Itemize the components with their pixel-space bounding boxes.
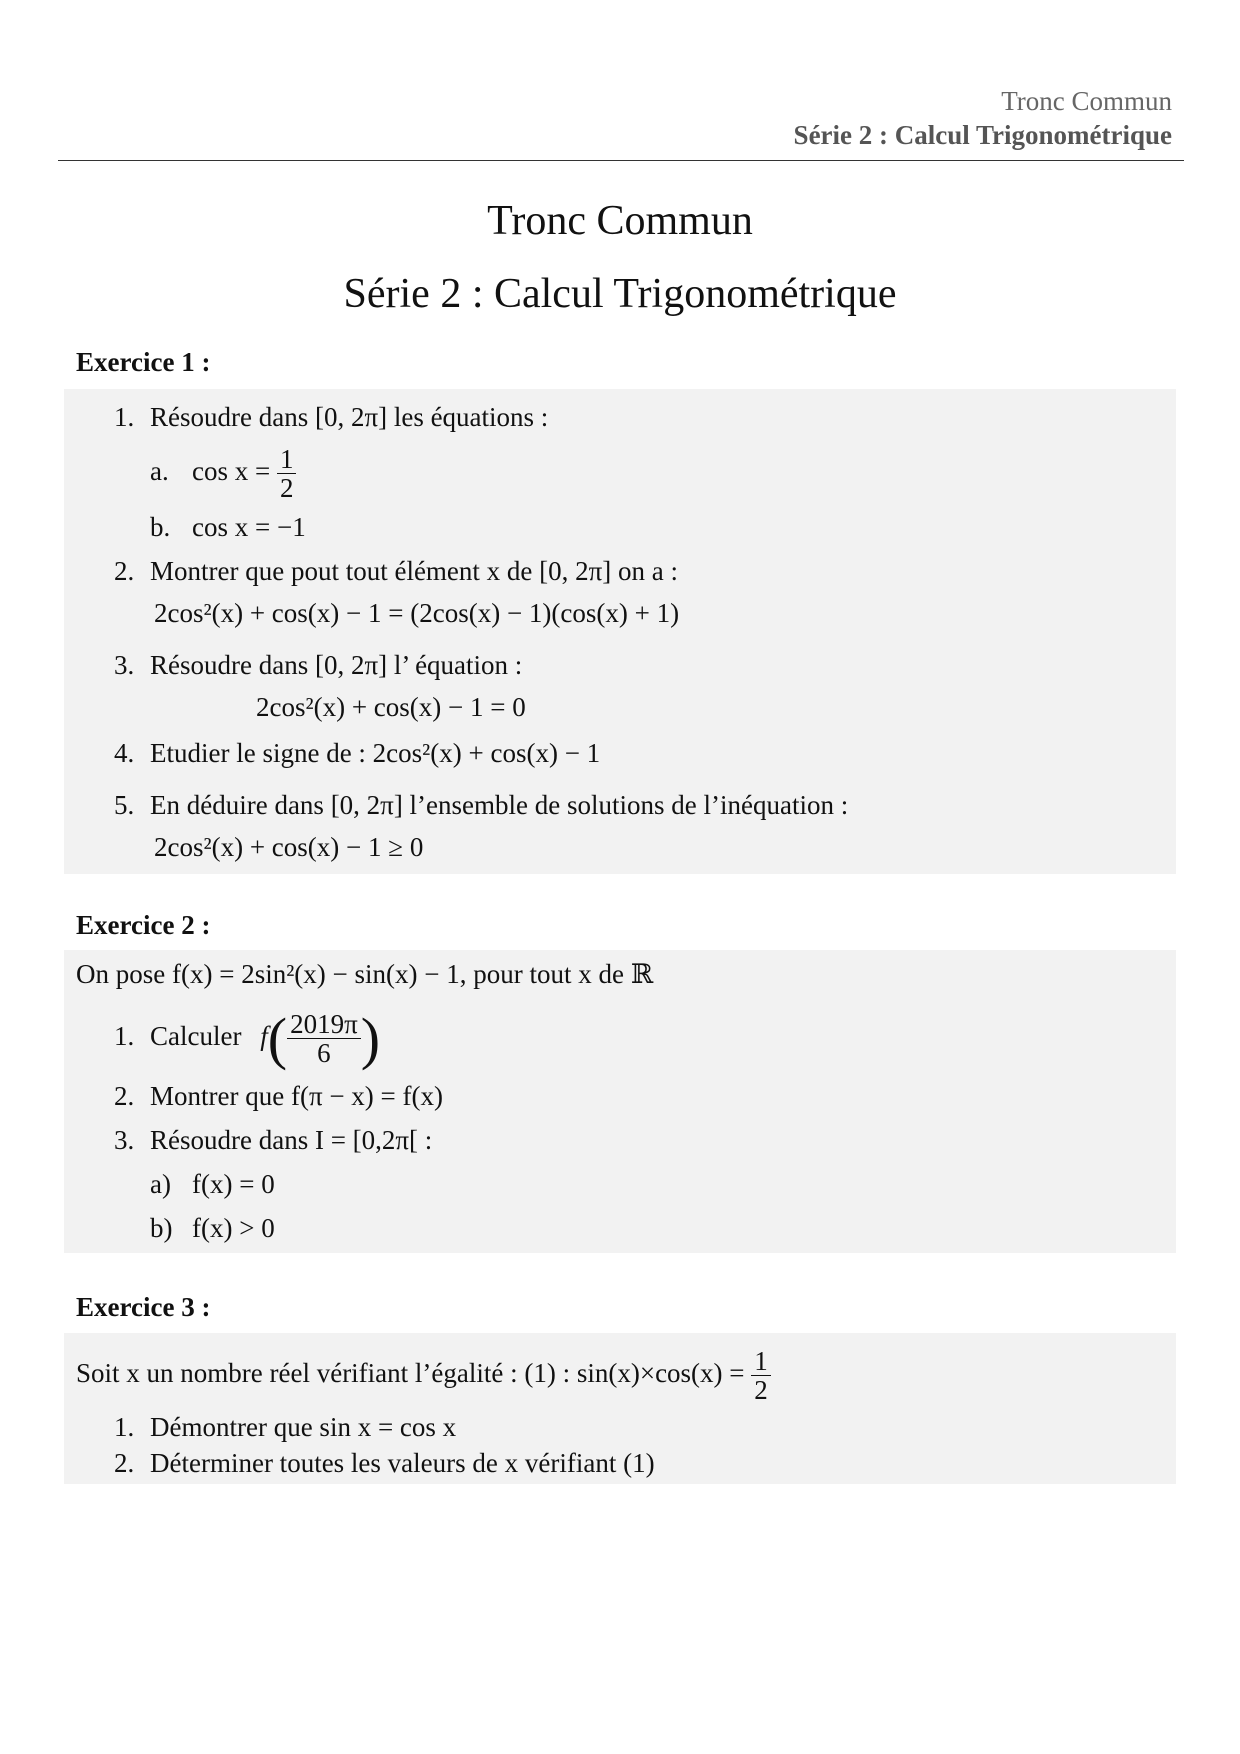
ex2-q2-text: Montrer que f(π − x) = f(x) <box>150 1081 443 1111</box>
ex2-q1-f: f <box>260 1021 268 1051</box>
ex1-qa-fraction <box>277 445 297 502</box>
ex2-q1-numerator: 2019π <box>287 1010 361 1039</box>
ex2-q1-denominator: 6 <box>317 1038 331 1069</box>
ex3-intro <box>76 1337 771 1409</box>
ex3-intro-denominator: 2 <box>754 1375 768 1406</box>
ex2-qa-equation: f(x) = 0 <box>192 1169 275 1199</box>
ex1-qb-label: b. <box>150 512 171 542</box>
ex3-q2-number: 2. <box>114 1448 135 1478</box>
exercise2-heading: Exercice 2 : <box>76 910 211 940</box>
ex1-q5-text: En déduire dans [0, 2π] l’ensemble de solutions de l’inéquation : <box>150 790 849 820</box>
ex2-q3-text: Résoudre dans I = [0,2π[ : <box>150 1125 433 1155</box>
ex1-q3-equation: 2cos²(x) + cos(x) − 1 = 0 <box>256 692 526 722</box>
ex2-q1-line <box>150 1000 380 1072</box>
ex2-q1-lparen: ( <box>267 1005 288 1071</box>
exercise1-heading: Exercice 1 : <box>76 347 211 377</box>
exercise2-box <box>64 950 1176 1253</box>
header-series-line: Série 2 : Calcul Trigonométrique <box>793 120 1172 150</box>
ex3-q2-text: Déterminer toutes les valeurs de x vérifiant (1) <box>150 1448 655 1478</box>
ex2-qa-label: a) <box>150 1169 171 1199</box>
ex1-qa-numerator: 1 <box>277 445 297 474</box>
ex2-q1-fraction <box>287 1010 361 1067</box>
ex1-qa-lhs: cos x = <box>192 456 271 486</box>
ex1-q4-number: 4. <box>114 738 135 768</box>
ex1-q1-text: Résoudre dans [0, 2π] les équations : <box>150 402 549 432</box>
page-title: Tronc Commun <box>487 198 753 244</box>
exercise3-heading: Exercice 3 : <box>76 1292 211 1322</box>
ex2-qb-inequation: f(x) > 0 <box>192 1213 275 1243</box>
exercise3-box <box>64 1333 1176 1484</box>
ex1-qa-label: a. <box>150 456 169 486</box>
ex2-q1-number: 1. <box>114 1021 135 1051</box>
ex1-q1-number: 1. <box>114 402 135 432</box>
ex2-q2-number: 2. <box>114 1081 135 1111</box>
ex3-intro-numerator: 1 <box>751 1347 771 1376</box>
ex1-q2-text: Montrer que pout tout élément x de [0, 2π] on a : <box>150 556 679 586</box>
ex1-q3-number: 3. <box>114 650 135 680</box>
header-divider <box>58 160 1184 161</box>
ex2-intro: On pose f(x) = 2sin²(x) − sin(x) − 1, pour tout x de ℝ <box>76 959 654 989</box>
ex2-q3-number: 3. <box>114 1125 135 1155</box>
ex3-q1-text: Démontrer que sin x = cos x <box>150 1412 457 1442</box>
exercise1-box <box>64 389 1176 874</box>
ex2-q1-rparen: ) <box>360 1005 381 1071</box>
ex1-q3-text: Résoudre dans [0, 2π] l’ équation : <box>150 650 523 680</box>
ex3-intro-text: Soit x un nombre réel vérifiant l’égalité : (1) : sin(x)×cos(x) = <box>76 1358 745 1388</box>
ex1-q2-number: 2. <box>114 556 135 586</box>
ex1-q5-number: 5. <box>114 790 135 820</box>
ex1-qa-equation <box>192 441 296 502</box>
ex2-qb-label: b) <box>150 1213 173 1243</box>
ex1-qb-equation: cos x = −1 <box>192 512 306 542</box>
ex2-q1-text: Calculer <box>150 1021 242 1051</box>
ex1-q2-identity: 2cos²(x) + cos(x) − 1 = (2cos(x) − 1)(cos(x) + 1) <box>154 598 680 628</box>
ex1-q5-inequation: 2cos²(x) + cos(x) − 1 ≥ 0 <box>154 832 424 862</box>
ex3-intro-fraction <box>751 1347 771 1404</box>
header-top-line: Tronc Commun <box>1001 86 1172 116</box>
ex3-q1-number: 1. <box>114 1412 135 1442</box>
ex1-qa-denominator: 2 <box>279 473 294 504</box>
page-subtitle: Série 2 : Calcul Trigonométrique <box>343 271 897 317</box>
ex1-q4-text: Etudier le signe de : 2cos²(x) + cos(x) − 1 <box>150 738 601 768</box>
